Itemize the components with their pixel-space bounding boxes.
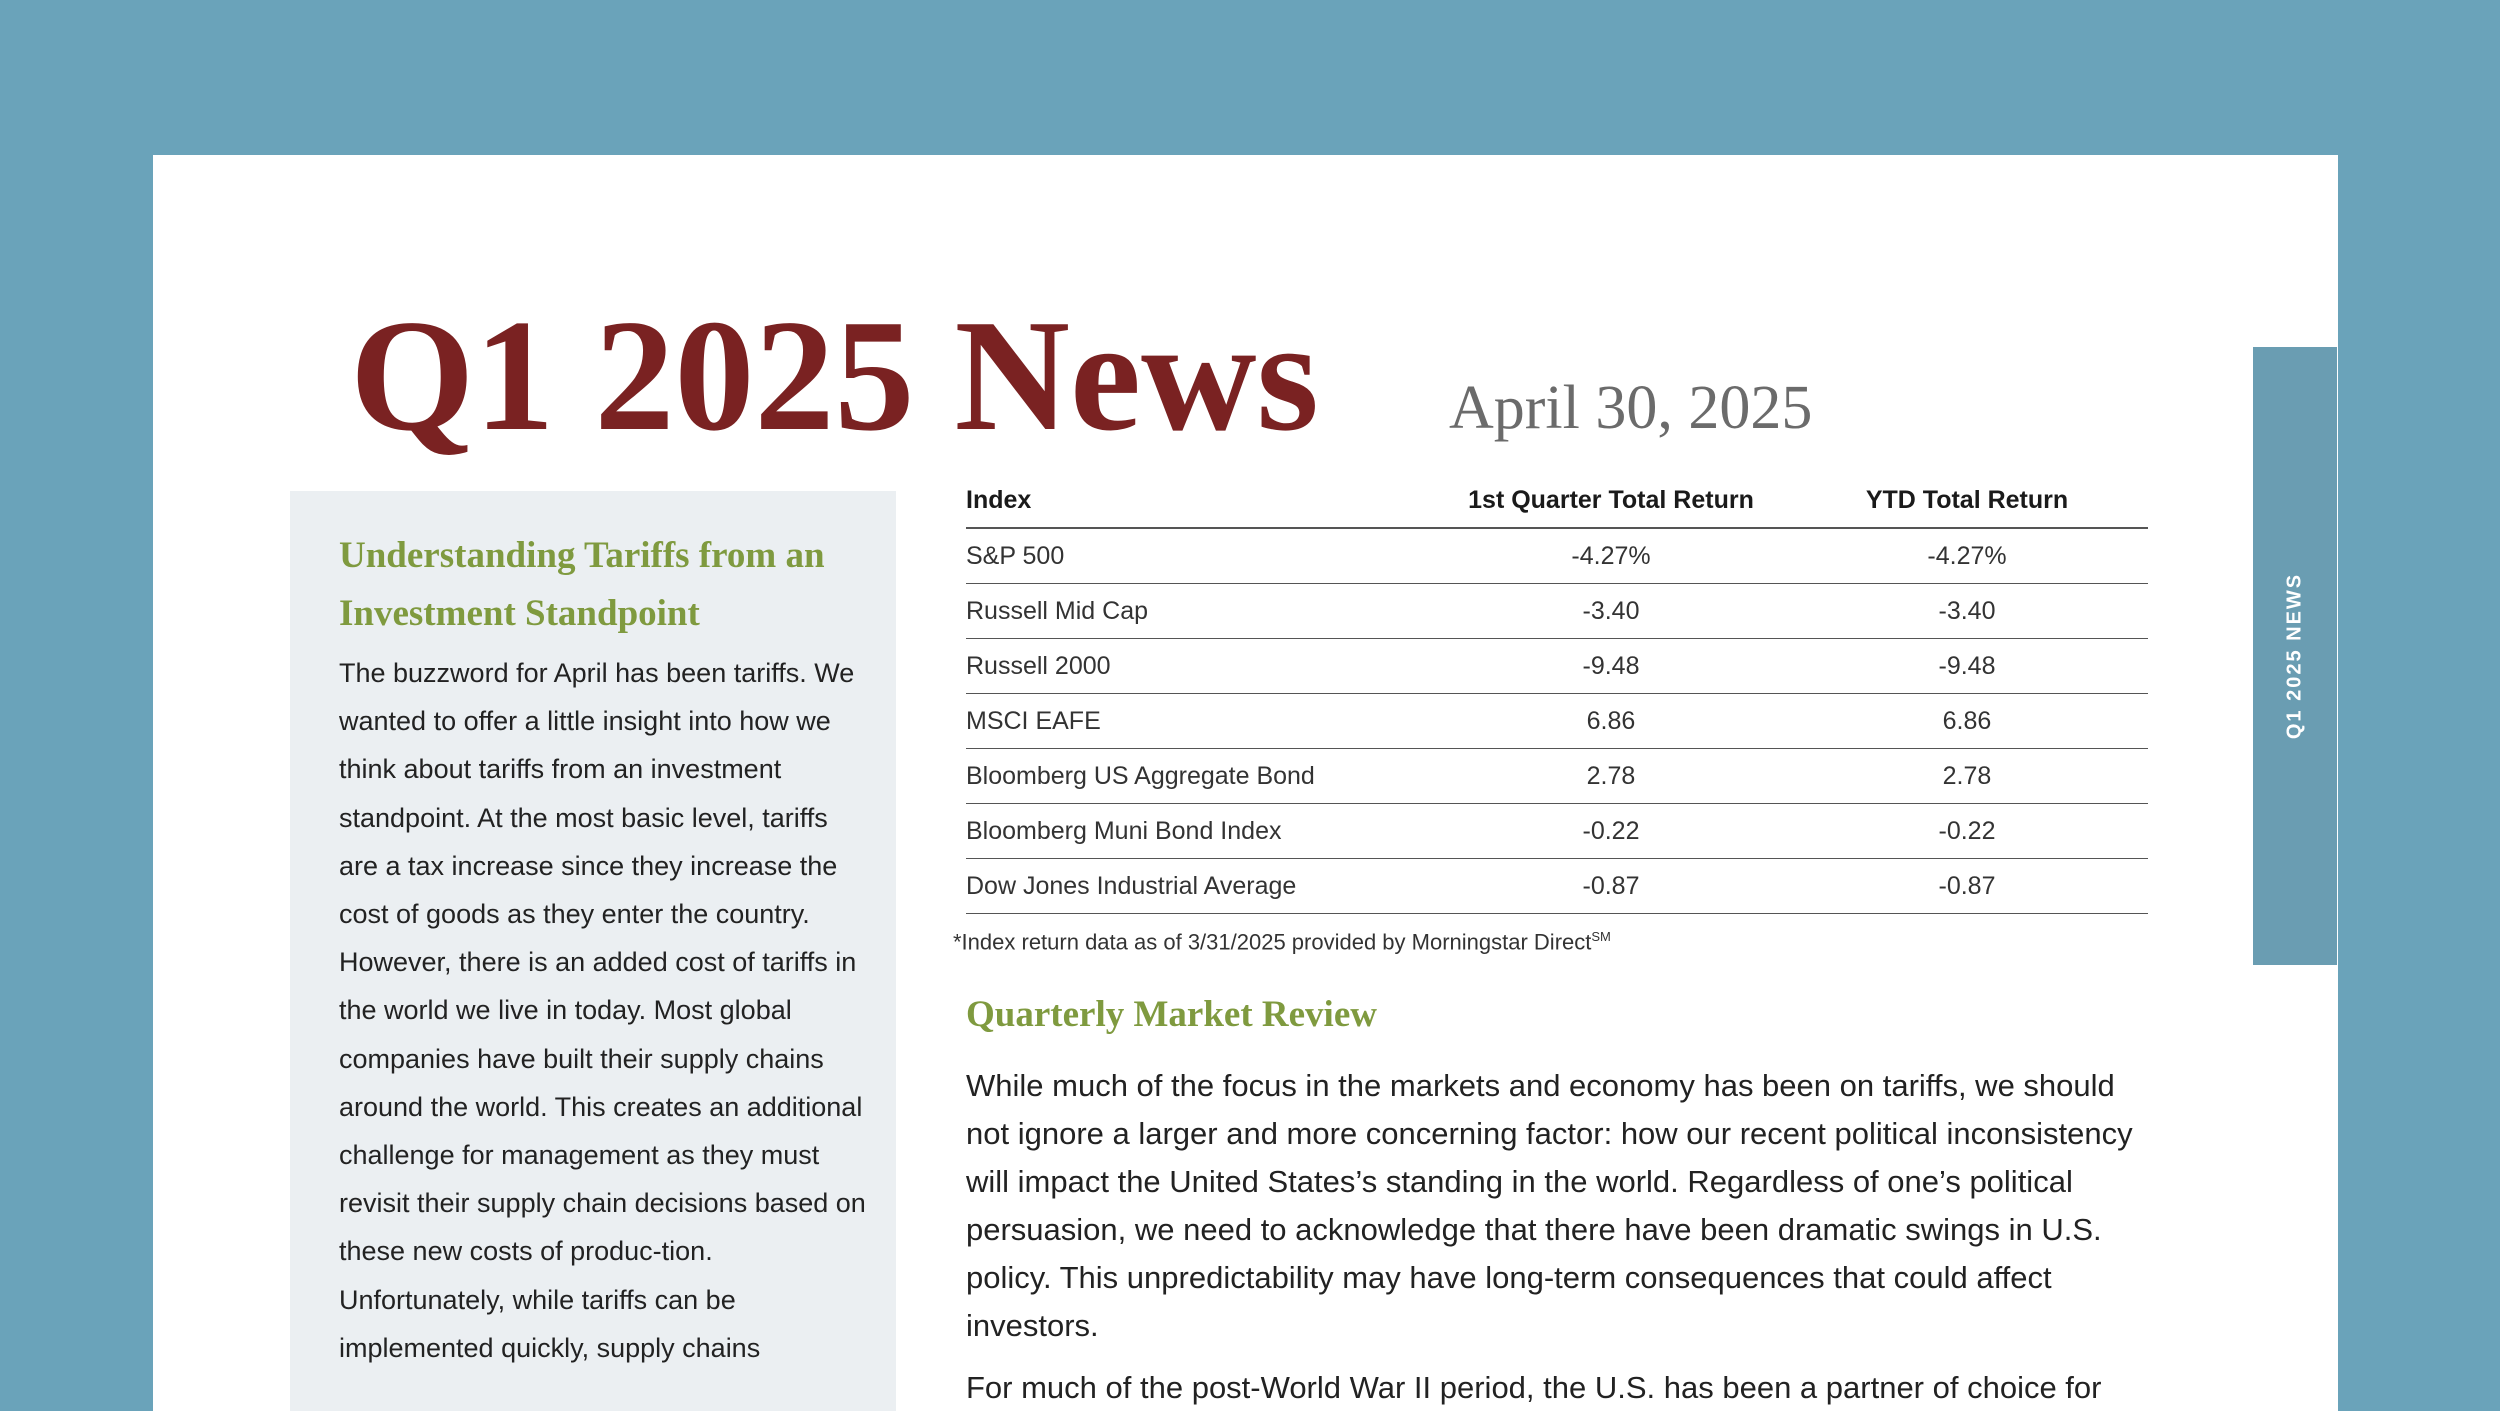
q1-return: -0.22 [1436, 804, 1786, 859]
index-name: Dow Jones Industrial Average [966, 859, 1436, 914]
q1-return: 2.78 [1436, 749, 1786, 804]
index-returns-table [966, 473, 2148, 914]
review-paragraph: While much of the focus in the markets and economy has been on tariffs, we should not ignore a larger and more concerning factor: how our recent political inconsistency will impact the United States’s standing in the world. Regardless of one’s political persuasion, we need to acknowledge that there have been dramatic swings in U.S. policy. This unpredictability may have long-term consequences that could affect investors. [966, 1068, 2133, 1343]
index-name: MSCI EAFE [966, 694, 1436, 749]
column-header-index: Index [966, 473, 1436, 528]
ytd-return: -3.40 [1786, 584, 2148, 639]
review-paragraph: For much of the post-World War II period, the U.S. has been a partner of choice for [966, 1370, 2102, 1405]
table-row [966, 528, 2148, 584]
ytd-return: 6.86 [1786, 694, 2148, 749]
table-row [966, 694, 2148, 749]
ytd-return: -9.48 [1786, 639, 2148, 694]
column-header-ytd: YTD Total Return [1786, 473, 2148, 528]
q1-return: 6.86 [1436, 694, 1786, 749]
index-name: S&P 500 [966, 528, 1436, 584]
newsletter-title: Q1 2025 News [350, 286, 1319, 464]
index-name: Russell 2000 [966, 639, 1436, 694]
index-name: Russell Mid Cap [966, 584, 1436, 639]
side-tab [2253, 347, 2337, 965]
review-body [966, 1062, 2156, 1411]
sidebar-body: The buzzword for April has been tariffs. We wanted to offer a little insight into how we think about tariffs from an investment standpoint. At the most basic level, tariffs are a tax increase since they increase the cost of goods as they enter the country. However, there is an added cost of tariffs in the world we live in today. Most global companies have built their supply chains around the world. This creates an additional challenge for management as they must revisit their supply chain decisions based on these new costs of produc-tion. Unfortunately, while tariffs can be implemented quickly, supply chains [339, 658, 866, 1363]
ytd-return: -4.27% [1786, 528, 2148, 584]
q1-return: -0.87 [1436, 859, 1786, 914]
index-name: Bloomberg Muni Bond Index [966, 804, 1436, 859]
q1-return: -4.27% [1436, 528, 1786, 584]
review-heading: Quarterly Market Review [966, 994, 1377, 1035]
ytd-return: 2.78 [1786, 749, 2148, 804]
table-row [966, 804, 2148, 859]
table-row [966, 584, 2148, 639]
ytd-return: -0.87 [1786, 859, 2148, 914]
index-name: Bloomberg US Aggregate Bond [966, 749, 1436, 804]
table-row [966, 749, 2148, 804]
side-tab-label: Q1 2025 NEWS [2283, 572, 2306, 740]
footnote-text: *Index return data as of 3/31/2025 provided by Morningstar Direct [953, 929, 1592, 955]
newsletter-page [153, 155, 2338, 1411]
table-footnote [953, 929, 1611, 955]
sidebar-heading: Understanding Tariffs from an Investment Standpoint [339, 535, 825, 634]
table-row [966, 859, 2148, 914]
table-row [966, 639, 2148, 694]
table-header-row [966, 473, 2148, 528]
ytd-return: -0.22 [1786, 804, 2148, 859]
service-mark: SM [1591, 929, 1611, 944]
newsletter-date: April 30, 2025 [1449, 374, 1813, 442]
tariffs-sidebar [290, 491, 896, 1411]
q1-return: -9.48 [1436, 639, 1786, 694]
q1-return: -3.40 [1436, 584, 1786, 639]
column-header-q1: 1st Quarter Total Return [1436, 473, 1786, 528]
